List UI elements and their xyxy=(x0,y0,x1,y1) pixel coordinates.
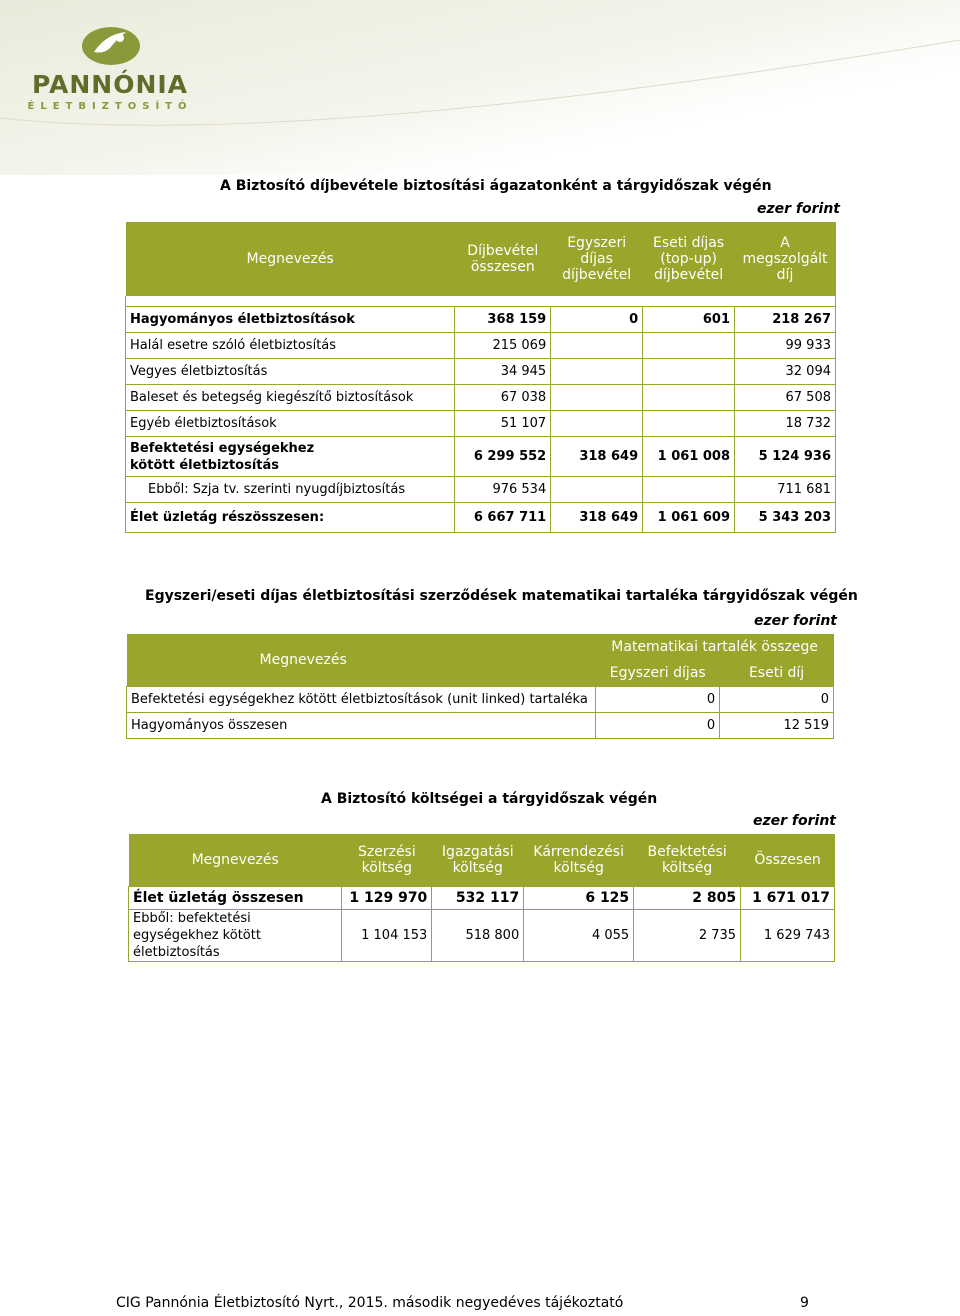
cell-value: 6 667 711 xyxy=(455,503,551,533)
cell-value: 1 629 743 xyxy=(741,910,835,962)
cell-value: 1 671 017 xyxy=(741,887,835,910)
col-header: A megszolgált díj xyxy=(735,222,836,296)
row-label: Hagyományos életbiztosítások xyxy=(126,307,455,333)
col-group-header: Matematikai tartalék összege xyxy=(596,634,834,660)
cell-value xyxy=(551,477,643,503)
cell-value: 1 129 970 xyxy=(342,887,432,910)
cell-value: 2 735 xyxy=(634,910,741,962)
cell-value: 12 519 xyxy=(720,713,834,739)
col-header: Igazgatási költség xyxy=(432,834,524,887)
row-label: Ebből: befektetési egységekhez kötött életbiztosítás xyxy=(129,910,342,962)
row-label: Egyéb életbiztosítások xyxy=(126,411,455,437)
table3-title: A Biztosító költségei a tárgyidőszak végén xyxy=(321,791,658,807)
cell-value: 32 094 xyxy=(735,359,836,385)
table-row xyxy=(126,307,836,333)
col-header: Díjbevétel összesen xyxy=(455,222,551,296)
cell-value xyxy=(643,385,735,411)
col-header: Eseti díjas (top-up) díjbevétel xyxy=(643,222,735,296)
cell-value: 18 732 xyxy=(735,411,836,437)
table-header-row xyxy=(127,634,834,660)
cell-value: 518 800 xyxy=(432,910,524,962)
costs-table xyxy=(128,834,835,962)
row-label: Baleset és betegség kiegészítő biztosítások xyxy=(126,385,455,411)
table3-unit: ezer forint xyxy=(753,813,836,829)
table1-unit: ezer forint xyxy=(757,201,840,217)
row-label: Vegyes életbiztosítás xyxy=(126,359,455,385)
logo-name: PANNÓNIA xyxy=(31,70,189,99)
col-header: Eseti díj xyxy=(720,660,834,687)
company-logo xyxy=(25,22,195,112)
table-row xyxy=(129,887,835,910)
cell-value: 67 038 xyxy=(455,385,551,411)
cell-value xyxy=(551,359,643,385)
cell-value: 976 534 xyxy=(455,477,551,503)
cell-value: 0 xyxy=(720,687,834,713)
table-total-row xyxy=(126,503,836,533)
cell-value: 0 xyxy=(596,687,720,713)
logo-subtitle: ÉLETBIZTOSÍTÓ xyxy=(27,101,193,112)
cell-value: 1 061 609 xyxy=(643,503,735,533)
cell-value xyxy=(643,477,735,503)
row-label: Befektetési egységekhez kötött életbiztosítás xyxy=(126,437,455,477)
cell-value: 5 343 203 xyxy=(735,503,836,533)
row-label: Élet üzletág összesen xyxy=(129,887,342,910)
cell-value: 532 117 xyxy=(432,887,524,910)
cell-value: 4 055 xyxy=(524,910,634,962)
col-header: Megnevezés xyxy=(127,634,596,687)
table-row xyxy=(126,385,836,411)
cell-value xyxy=(551,385,643,411)
page-number: 9 xyxy=(800,1295,809,1311)
cell-value: 5 124 936 xyxy=(735,437,836,477)
table2-title: Egyszeri/eseti díjas életbiztosítási szerződések matematikai tartaléka tárgyidőszak végén xyxy=(145,588,858,604)
table-row xyxy=(127,713,834,739)
table-row xyxy=(126,437,836,477)
cell-value xyxy=(551,333,643,359)
cell-value: 99 933 xyxy=(735,333,836,359)
row-label: Halál esetre szóló életbiztosítás xyxy=(126,333,455,359)
table-row xyxy=(126,477,836,503)
cell-value: 601 xyxy=(643,307,735,333)
table-row xyxy=(127,687,834,713)
row-label: Ebből: Szja tv. szerinti nyugdíjbiztosítás xyxy=(126,477,455,503)
cell-value: 2 805 xyxy=(634,887,741,910)
cell-value xyxy=(643,333,735,359)
cell-value: 711 681 xyxy=(735,477,836,503)
cell-value: 0 xyxy=(596,713,720,739)
table-header-row xyxy=(126,222,836,296)
col-header: Megnevezés xyxy=(126,222,455,296)
cell-value: 218 267 xyxy=(735,307,836,333)
col-header: Befektetési költség xyxy=(634,834,741,887)
row-label: Befektetési egységekhez kötött életbiztosítások (unit linked) tartaléka xyxy=(127,687,596,713)
cell-value: 6 125 xyxy=(524,887,634,910)
cell-value: 1 104 153 xyxy=(342,910,432,962)
col-header: Összesen xyxy=(741,834,835,887)
logo-emblem-icon xyxy=(80,22,142,70)
cell-value: 368 159 xyxy=(455,307,551,333)
table-row xyxy=(126,359,836,385)
page-footer: CIG Pannónia Életbiztosító Nyrt., 2015. második negyedéves tájékoztató xyxy=(116,1295,624,1311)
cell-value: 67 508 xyxy=(735,385,836,411)
col-header: Egyszeri díjas xyxy=(596,660,720,687)
row-label: Hagyományos összesen xyxy=(127,713,596,739)
cell-value: 215 069 xyxy=(455,333,551,359)
row-label: Élet üzletág részösszesen: xyxy=(126,503,455,533)
cell-value: 318 649 xyxy=(551,503,643,533)
table-row xyxy=(129,910,835,962)
table-row xyxy=(126,411,836,437)
table-header-row xyxy=(129,834,835,887)
cell-value: 318 649 xyxy=(551,437,643,477)
table1-title: A Biztosító díjbevétele biztosítási ágazatonként a tárgyidőszak végén xyxy=(220,178,772,194)
cell-value xyxy=(643,411,735,437)
cell-value: 51 107 xyxy=(455,411,551,437)
col-header: Szerzési költség xyxy=(342,834,432,887)
math-reserve-table xyxy=(126,634,834,739)
table-row xyxy=(126,333,836,359)
cell-value xyxy=(551,411,643,437)
table2-unit: ezer forint xyxy=(754,613,837,629)
cell-value: 0 xyxy=(551,307,643,333)
cell-value: 1 061 008 xyxy=(643,437,735,477)
premium-income-table xyxy=(125,222,836,533)
col-header: Kárrendezési költség xyxy=(524,834,634,887)
cell-value: 34 945 xyxy=(455,359,551,385)
col-header: Megnevezés xyxy=(129,834,342,887)
cell-value xyxy=(643,359,735,385)
col-header: Egyszeri díjas díjbevétel xyxy=(551,222,643,296)
cell-value: 6 299 552 xyxy=(455,437,551,477)
